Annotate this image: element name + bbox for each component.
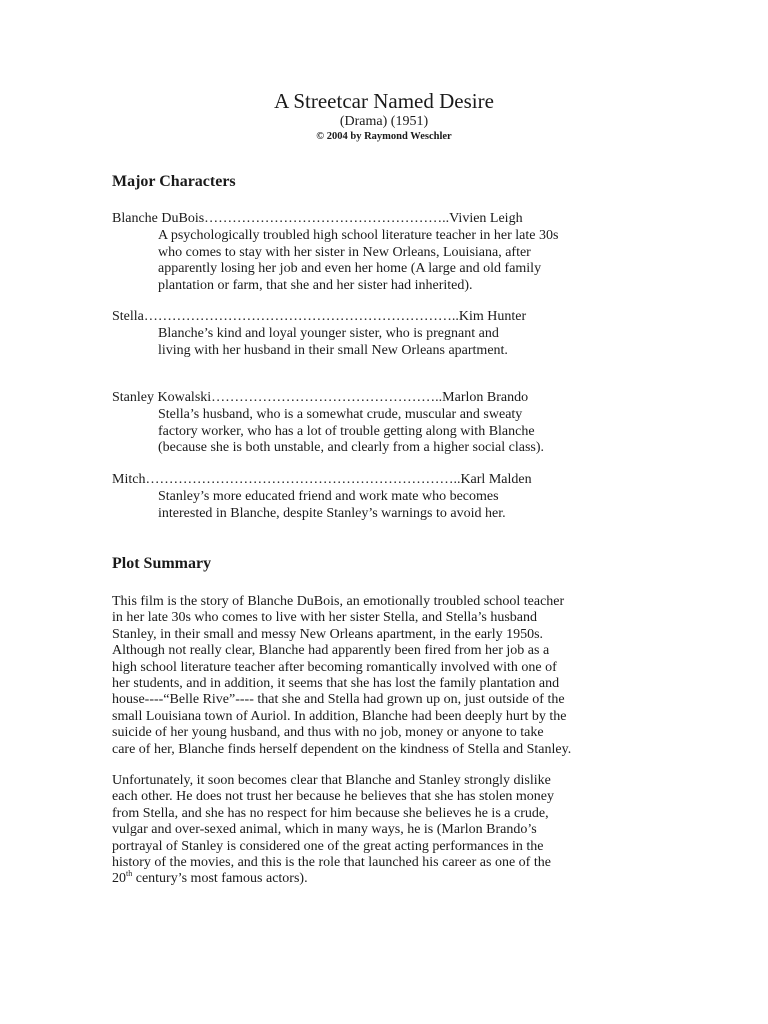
plot-paragraph-1 — [112, 594, 657, 758]
paragraph-line: care of her, Blanche finds herself dependent on the kindness of Stella and Stanley. — [112, 741, 572, 757]
description-line: Stanley’s more educated friend and work mate who becomes — [158, 489, 499, 504]
paragraph-line: high school literature teacher after becoming romantically involved with one of — [112, 659, 557, 675]
description-line: living with her husband in their small New Orleans apartment. — [158, 342, 508, 358]
character-line-mitch: Mitch…………………………………………………………..Karl Malden — [112, 472, 532, 487]
document-title: A Streetcar Named Desire — [274, 89, 494, 113]
character-description-stanley — [158, 407, 638, 457]
character-line-blanche: Blanche DuBois……………………………………………..Vivien Leigh — [112, 211, 523, 226]
paragraph-line: from Stella, and she has no respect for him because she believes he is a crude, — [112, 805, 549, 821]
description-line: apparently losing her job and even her home (A large and old family — [158, 261, 542, 276]
paragraph-line: Stanley, in their small and messy New Orleans apartment, in the early 1950s. — [112, 626, 544, 642]
paragraph-line: This film is the story of Blanche DuBois, an emotionally troubled school teacher — [112, 594, 565, 609]
description-line: who comes to stay with her sister in New Orleans, Louisiana, after — [158, 244, 531, 260]
paragraph-line: vulgar and over-sexed animal, which in many ways, he is (Marlon Brando’s — [112, 822, 537, 838]
character-description-blanche — [158, 228, 638, 294]
last-line-text: century’s most famous actors). — [132, 871, 308, 887]
copyright-line: © 2004 by Raymond Weschler — [316, 131, 452, 142]
paragraph-line: history of the movies, and this is the role that launched his career as one of the — [112, 855, 551, 871]
description-line: Stella’s husband, who is a somewhat crude, muscular and sweaty — [158, 407, 523, 422]
paragraph-line: her students, and in addition, it seems that she has lost the family plantation and — [112, 676, 560, 692]
ordinal-suffix: th — [126, 868, 133, 878]
description-line: plantation or farm, that she and her sister had inherited). — [158, 277, 473, 293]
description-line: A psychologically troubled high school literature teacher in her late 30s — [158, 228, 559, 243]
major-characters-heading: Major Characters — [112, 173, 236, 190]
plot-summary-heading: Plot Summary — [112, 555, 212, 572]
paragraph-line: Although not really clear, Blanche had apparently been fired from her job as a — [112, 643, 550, 659]
description-line: (because she is both unstable, and clearly from a higher social class). — [158, 440, 545, 455]
character-line-stella: Stella…………………………………………………………..Kim Hunter — [112, 309, 527, 324]
paragraph-line-last — [112, 868, 657, 887]
paragraph-line: each other. He does not trust her because he believes that she has stolen money — [112, 789, 555, 805]
description-line: interested in Blanche, despite Stanley’s warnings to avoid her. — [158, 505, 506, 521]
ordinal-number: 20 — [112, 871, 126, 887]
paragraph-line: portrayal of Stanley is considered one of the great acting performances in the — [112, 838, 544, 854]
paragraph-line: in her late 30s who comes to live with her sister Stella, and Stella’s husband — [112, 610, 537, 626]
description-line: factory worker, who has a lot of trouble getting along with Blanche — [158, 423, 535, 439]
plot-paragraph-2 — [112, 773, 657, 888]
character-description-stella — [158, 326, 638, 359]
document-subtitle: (Drama) (1951) — [339, 114, 429, 129]
paragraph-line: Unfortunately, it soon becomes clear that Blanche and Stanley strongly dislike — [112, 773, 551, 788]
paragraph-line: small Louisiana town of Auriol. In addition, Blanche had been deeply hurt by the — [112, 708, 567, 724]
paragraph-line: house----“Belle Rive”---- that she and Stella had grown up on, just outside of the — [112, 692, 565, 708]
paragraph-line: suicide of her young husband, and thus with no job, money or anyone to take — [112, 725, 544, 741]
description-line: Blanche’s kind and loyal younger sister, who is pregnant and — [158, 326, 499, 341]
character-description-mitch — [158, 489, 638, 522]
character-line-stanley: Stanley Kowalski…………………………………………..Marlon Brando — [112, 390, 529, 405]
